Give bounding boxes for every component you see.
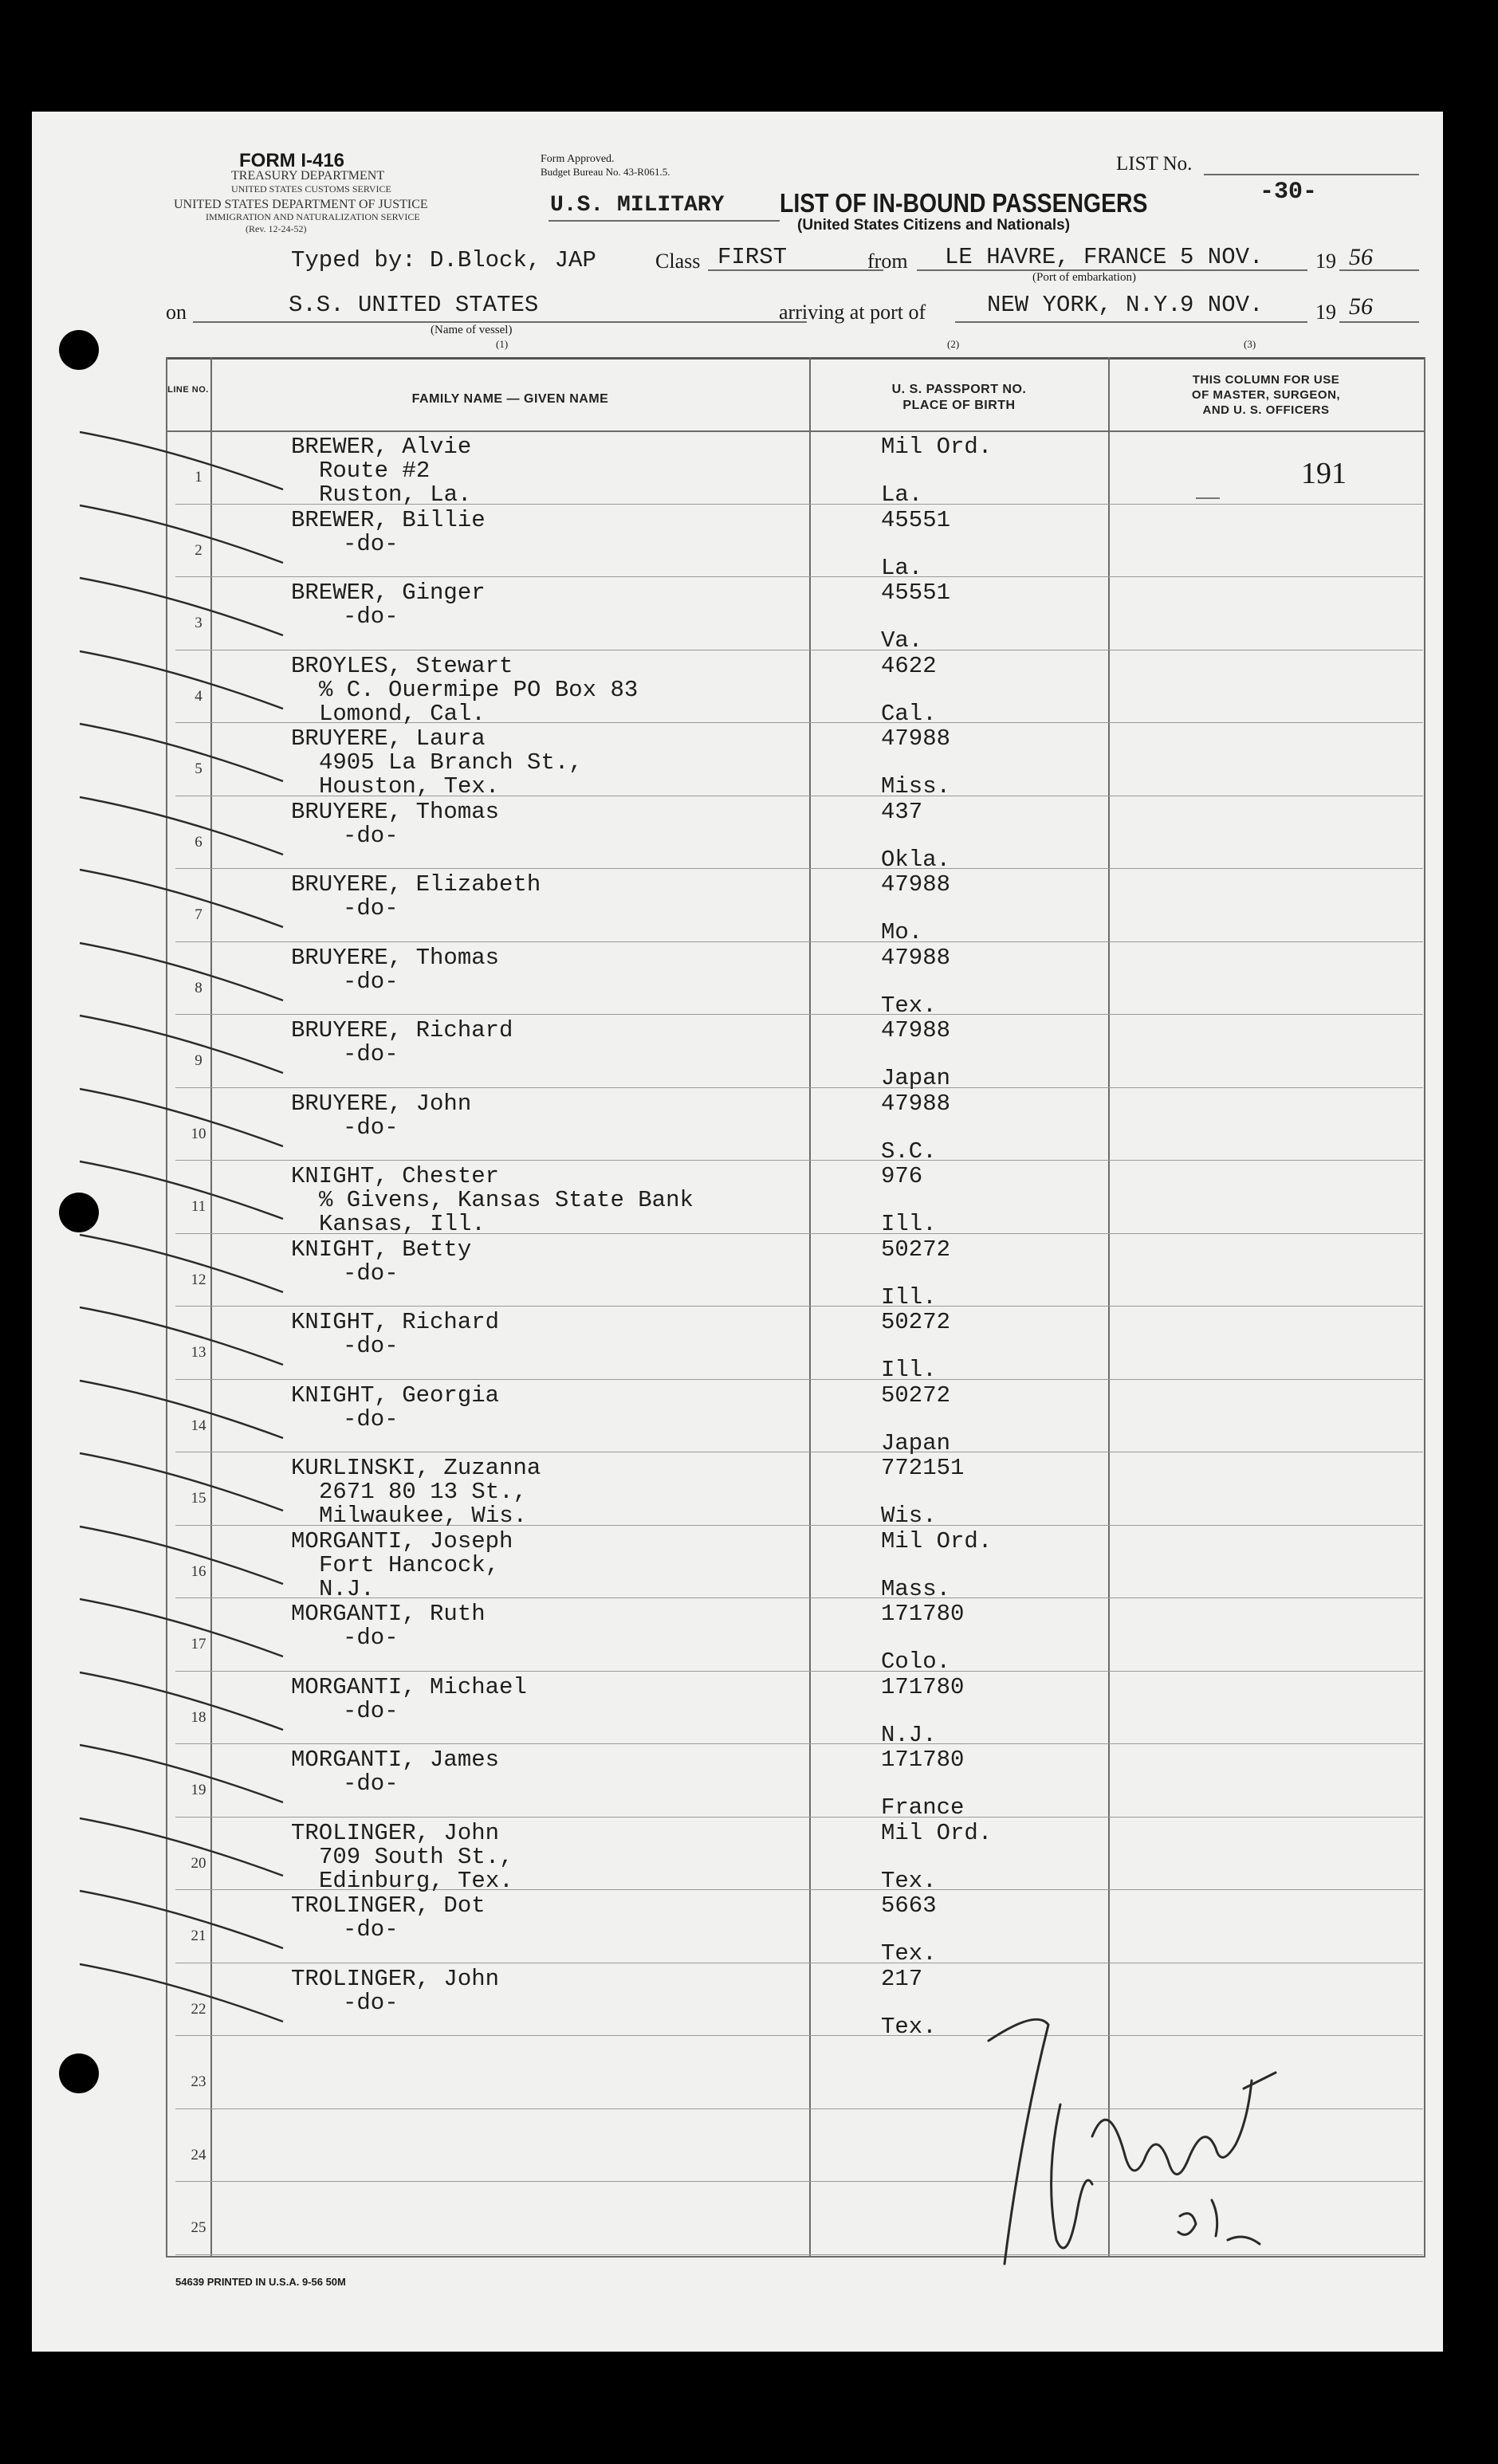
place-of-birth: Ill.: [881, 1211, 937, 1237]
passenger-name: BRUYERE, Elizabeth: [291, 871, 541, 898]
passenger-name: TROLINGER, John: [291, 1965, 500, 1992]
place-of-birth: Mass.: [881, 1575, 951, 1602]
passenger-detail: % C. Ouermipe PO Box 83: [319, 676, 639, 703]
check-off-mark: [80, 1301, 287, 1373]
passport-number: 171780: [881, 1747, 965, 1773]
place-of-birth: La.: [881, 554, 923, 581]
passenger-name: BREWER, Ginger: [291, 580, 486, 606]
place-of-birth: Cal.: [881, 700, 937, 727]
line-number: 16: [191, 1562, 206, 1580]
passport-number: 47988: [881, 944, 951, 971]
passenger-detail: -do-: [343, 1260, 399, 1287]
passenger-detail: -do-: [343, 603, 399, 630]
from-year: 56: [1349, 244, 1373, 270]
place-of-birth: Japan: [881, 1065, 951, 1091]
line-number: 6: [195, 833, 202, 851]
passport-number: 47988: [881, 871, 951, 898]
class-value: FIRST: [718, 244, 788, 270]
typed-by: Typed by: D.Block, JAP: [291, 247, 596, 273]
on-label: on: [166, 301, 187, 324]
passenger-detail: Fort Hancock,: [319, 1551, 500, 1578]
passenger-detail: -do-: [343, 968, 399, 995]
passport-number: 5663: [881, 1892, 937, 1919]
passenger-detail: -do-: [343, 895, 399, 922]
place-of-birth: Ill.: [881, 1283, 937, 1311]
row-divider: [175, 1743, 1423, 1744]
passenger-detail: Houston, Tex.: [319, 773, 500, 800]
place-of-birth: Tex.: [881, 2013, 937, 2040]
passenger-detail: -do-: [343, 1405, 399, 1432]
agency-line-5: (Rev. 12-24-52): [246, 223, 307, 234]
line-number: 14: [191, 1417, 206, 1434]
passenger-name: KNIGHT, Georgia: [291, 1381, 500, 1409]
passenger-detail: Ruston, La.: [319, 481, 472, 508]
passenger-name: BROYLES, Stewart: [291, 652, 513, 679]
passenger-name: BREWER, Alvie: [291, 434, 472, 460]
passenger-detail: Lomond, Cal.: [319, 700, 486, 727]
class-label: Class: [655, 250, 701, 273]
passenger-detail: % Givens, Kansas State Bank: [319, 1187, 694, 1213]
check-off-mark: [80, 572, 287, 643]
passenger-detail: Milwaukee, Wis.: [319, 1503, 528, 1529]
passenger-detail: 2671 80 13 St.,: [319, 1479, 528, 1505]
vessel-name: S.S. UNITED STATES: [289, 292, 539, 318]
passenger-name: KNIGHT, Richard: [291, 1309, 500, 1335]
line-number: 17: [191, 1636, 206, 1652]
line-number: 22: [191, 2000, 206, 2018]
passport-number: 171780: [881, 1601, 965, 1627]
list-number: -30-: [1260, 179, 1318, 206]
line-number: 4: [195, 687, 202, 705]
passport-number: 50272: [881, 1309, 951, 1335]
place-of-birth: Mo.: [881, 919, 923, 945]
check-off-mark: [80, 1593, 287, 1664]
passenger-detail: -do-: [343, 822, 399, 849]
line-number: 11: [191, 1198, 206, 1215]
place-of-birth: N.J.: [881, 1721, 937, 1748]
place-of-birth: Wis.: [881, 1503, 937, 1529]
place-of-birth: Tex.: [881, 992, 937, 1019]
place-of-birth: Japan: [881, 1429, 951, 1456]
check-off-mark: [80, 863, 287, 935]
check-off-mark: [80, 1739, 287, 1810]
binder-hole-middle: [59, 1193, 99, 1232]
passport-number: 171780: [881, 1673, 965, 1700]
row-divider: [175, 868, 1423, 869]
line-number: 3: [195, 615, 202, 631]
row-divider: [175, 1014, 1423, 1015]
place-of-birth: Colo.: [881, 1649, 951, 1675]
arrival-date: 9 NOV.: [1180, 292, 1264, 318]
row-divider: [175, 576, 1423, 577]
passport-number: 50272: [881, 1236, 951, 1263]
passport-number: Mil Ord.: [881, 1819, 993, 1846]
place-of-birth: Ill.: [881, 1357, 937, 1383]
passport-number: 437: [881, 798, 923, 825]
binder-hole-top: [59, 330, 99, 370]
line-number: 24: [191, 2146, 206, 2163]
line-number: 20: [191, 1854, 206, 1872]
from-label: from: [867, 250, 908, 273]
list-no-label: LIST No.: [1116, 153, 1193, 175]
from-date: 5 NOV.: [1180, 244, 1264, 270]
col-officer-header-1: THIS COLUMN FOR USE: [1192, 373, 1340, 387]
agency-line-4: IMMIGRATION AND NATURALIZATION SERVICE: [206, 211, 420, 222]
arrival-port: NEW YORK, N.Y.: [987, 292, 1181, 318]
col-name-header: FAMILY NAME — GIVEN NAME: [411, 392, 609, 406]
line-number: 23: [191, 2073, 206, 2090]
passenger-name: TROLINGER, John: [291, 1819, 500, 1846]
place-of-birth: Va.: [881, 627, 923, 654]
row-divider: [175, 1671, 1423, 1672]
line-number: 19: [191, 1782, 206, 1798]
passport-number: Mil Ord.: [881, 1527, 993, 1554]
check-off-mark: [80, 1520, 287, 1592]
form-number: FORM I-416: [239, 150, 345, 171]
check-off-mark: [80, 1884, 287, 1956]
line-number: 25: [191, 2219, 206, 2236]
passenger-detail: -do-: [343, 530, 399, 557]
check-off-mark: [80, 1083, 287, 1154]
arrival-year-prefix: 19: [1315, 301, 1336, 324]
row-divider: [175, 1160, 1423, 1161]
check-off-mark: [80, 1447, 287, 1519]
passport-number: 45551: [881, 580, 951, 606]
passenger-detail: -do-: [343, 1114, 399, 1141]
passport-number: 217: [881, 1965, 923, 1992]
check-off-mark: [80, 499, 287, 571]
passenger-name: BRUYERE, Thomas: [291, 944, 500, 971]
passenger-name: BRUYERE, Laura: [291, 725, 486, 752]
place-of-birth: Okla.: [881, 846, 951, 873]
passenger-detail: 4905 La Branch St.,: [319, 749, 583, 776]
line-number: 18: [191, 1708, 206, 1726]
handwritten-signature: [973, 1977, 1307, 2296]
passenger-detail: -do-: [343, 1625, 399, 1651]
col-officer-header-2: OF MASTER, SURGEON,: [1191, 388, 1341, 402]
passenger-detail: Kansas, Ill.: [319, 1211, 486, 1237]
place-of-birth: Tex.: [881, 1940, 937, 1967]
place-of-birth: Miss.: [881, 773, 951, 800]
line-number: 7: [195, 906, 202, 923]
row-divider: [175, 1817, 1423, 1818]
agency-line-2: UNITED STATES CUSTOMS SERVICE: [231, 183, 391, 195]
check-off-mark: [80, 1812, 287, 1884]
line-number: 21: [191, 1928, 206, 1944]
passport-number: Mil Ord.: [881, 434, 993, 460]
arrival-year: 56: [1349, 293, 1373, 320]
passport-number: 976: [881, 1163, 923, 1189]
passenger-name: MORGANTI, Joseph: [291, 1527, 513, 1554]
passenger-name: KURLINSKI, Zuzanna: [291, 1455, 541, 1481]
check-off-mark: [80, 426, 287, 497]
arriving-label: arriving at port of: [779, 301, 926, 324]
check-off-mark: [80, 1155, 287, 1227]
line-number: 15: [191, 1490, 206, 1507]
line-number: 13: [191, 1344, 206, 1361]
agency-line-1: TREASURY DEPARTMENT: [231, 169, 385, 183]
passport-number: 50272: [881, 1381, 951, 1409]
row-divider: [175, 1306, 1423, 1307]
from-year-prefix: 19: [1315, 250, 1336, 273]
line-number: 1: [195, 469, 202, 485]
passenger-name: BRUYERE, Richard: [291, 1017, 513, 1043]
passenger-detail: -do-: [343, 1989, 399, 2016]
passport-number: 45551: [881, 506, 951, 533]
line-number: 2: [195, 541, 202, 559]
passport-number: 47988: [881, 1090, 951, 1117]
passenger-detail: Edinburg, Tex.: [319, 1867, 513, 1894]
passport-number: 47988: [881, 1017, 951, 1043]
form-title: LIST OF IN-BOUND PASSENGERS: [780, 188, 1148, 218]
passenger-detail: N.J.: [319, 1575, 375, 1602]
row-divider: [175, 941, 1423, 942]
passport-number: 772151: [881, 1455, 965, 1481]
from-port: LE HAVRE, FRANCE: [945, 244, 1167, 270]
col-line-no-header: LINE NO.: [167, 385, 209, 395]
military-label: U.S. MILITARY: [550, 193, 725, 218]
passenger-detail: Route #2: [319, 458, 431, 484]
port-embarkation-label: (Port of embarkation): [1032, 271, 1136, 284]
check-off-mark: [80, 1009, 287, 1081]
passenger-manifest-sheet: [32, 112, 1443, 2352]
check-off-mark: [80, 1666, 287, 1738]
approval-line-1: Form Approved.: [541, 153, 615, 165]
line-number: 5: [195, 760, 202, 777]
passenger-name: TROLINGER, Dot: [291, 1892, 486, 1919]
check-off-mark: [80, 1958, 287, 2030]
passenger-name: MORGANTI, Michael: [291, 1673, 527, 1700]
passenger-name: MORGANTI, James: [291, 1747, 500, 1773]
line-number: 9: [195, 1052, 202, 1069]
form-subtitle: (United States Citizens and Nationals): [797, 217, 1071, 234]
col-passport-header: U. S. PASSPORT NO.: [891, 383, 1027, 396]
passport-number: 47988: [881, 725, 951, 752]
row-divider: [175, 1379, 1423, 1380]
check-off-mark: [80, 1228, 287, 1300]
vessel-label: (Name of vessel): [431, 324, 513, 336]
line-number: 10: [191, 1125, 206, 1142]
place-of-birth: France: [881, 1794, 965, 1821]
passenger-name: KNIGHT, Betty: [291, 1236, 472, 1263]
passenger-detail: -do-: [343, 1916, 399, 1943]
passenger-name: KNIGHT, Chester: [291, 1163, 500, 1189]
passenger-name: MORGANTI, Ruth: [291, 1601, 486, 1627]
officer-note: 191: [1301, 457, 1347, 490]
col-officer-header-3: AND U. S. OFFICERS: [1202, 403, 1330, 417]
passenger-detail: -do-: [343, 1333, 399, 1359]
printer-footer: 54639 PRINTED IN U.S.A. 9-56 50M: [175, 2276, 346, 2288]
col3-number: (3): [1244, 338, 1256, 350]
passenger-detail: 709 South St.,: [319, 1843, 513, 1870]
col-birth-header: PLACE OF BIRTH: [902, 399, 1016, 412]
passport-number: 4622: [881, 652, 937, 679]
place-of-birth: S.C.: [881, 1138, 937, 1165]
line-number: 8: [195, 979, 202, 996]
passenger-detail: -do-: [343, 1697, 399, 1724]
row-divider: [175, 1087, 1423, 1088]
check-off-mark: [80, 645, 287, 717]
col2-number: (2): [947, 338, 960, 350]
check-off-mark: [80, 1374, 287, 1446]
place-of-birth: La.: [881, 481, 923, 508]
passenger-name: BRUYERE, Thomas: [291, 798, 500, 825]
binder-hole-bottom: [59, 2053, 99, 2093]
passenger-name: BRUYERE, John: [291, 1090, 472, 1117]
check-off-mark: [80, 717, 287, 789]
agency-line-3: UNITED STATES DEPARTMENT OF JUSTICE: [174, 198, 428, 211]
line-number: 12: [191, 1271, 206, 1288]
place-of-birth: Tex.: [881, 1867, 937, 1894]
passenger-detail: -do-: [343, 1041, 399, 1067]
passenger-detail: -do-: [343, 1770, 399, 1797]
check-off-mark: [80, 791, 287, 863]
col1-number: (1): [496, 338, 509, 350]
approval-line-2: Budget Bureau No. 43-R061.5.: [541, 166, 670, 178]
check-off-mark: [80, 937, 287, 1008]
passenger-name: BREWER, Billie: [291, 506, 486, 533]
